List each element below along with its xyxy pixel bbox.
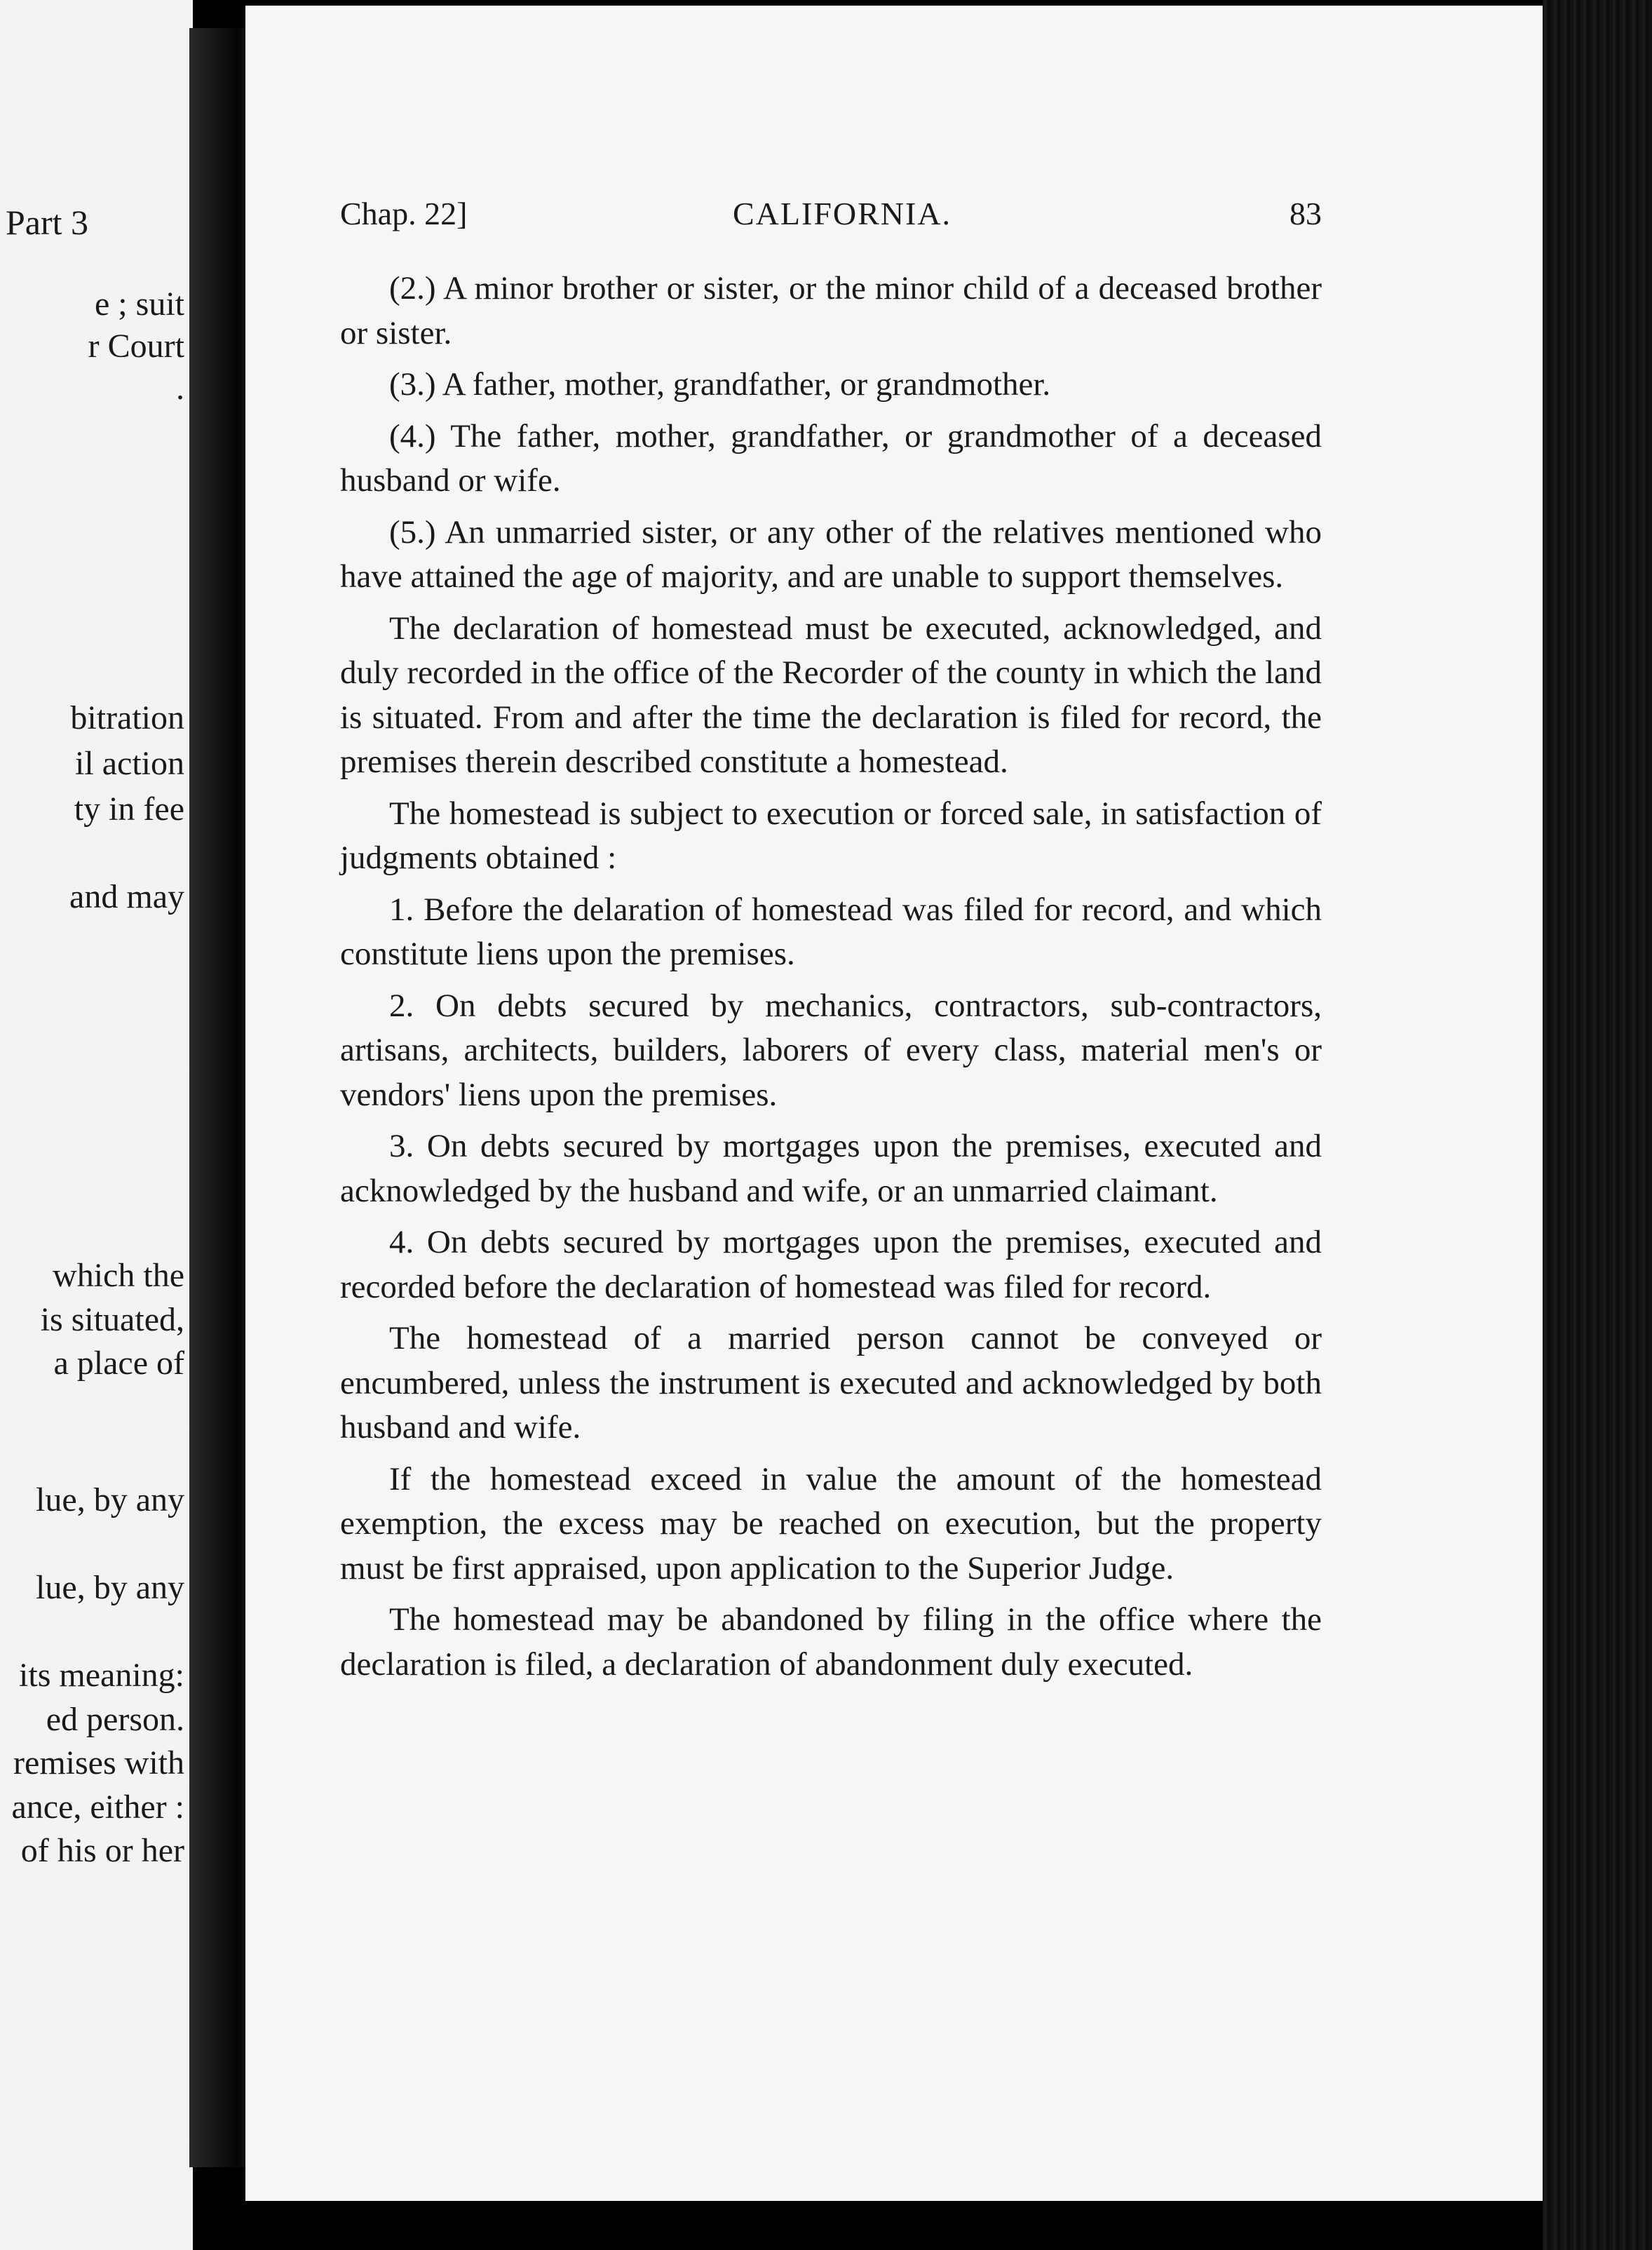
paragraph: 2. On debts secured by mechanics, contractors, sub-contractors, artisans, architects, builders, laborers of every class, material men's or vendors' liens upon the premises. (340, 987, 1322, 1113)
paragraph: 1. Before the delaration of homestead was filed for record, and which constitute liens upon the premises. (340, 891, 1322, 972)
paragraph: (3.) A father, mother, grandfather, or grandmother. (389, 366, 1051, 403)
facing-page-running-head: Part 3 (6, 203, 89, 242)
chapter-label: Chap. 22] (340, 196, 468, 231)
facing-page-fragment: . (176, 370, 184, 407)
paragraph: If the homestead exceed in value the amount of the homestead exemption, the excess may be reached on execution, but the property must be first appraised, upon application to the Superior Judge. (340, 1460, 1322, 1587)
paragraph: (2.) A minor brother or sister, or the minor child of a deceased brother or sister. (340, 270, 1322, 351)
facing-page-fragment: ty in fee (74, 790, 184, 828)
paragraph: (4.) The father, mother, grandfather, or grandmother of a deceased husband or wife. (340, 417, 1322, 499)
facing-page-fragment: which the (53, 1257, 184, 1294)
facing-page-fragment: is situated, (40, 1301, 184, 1338)
facing-page-fragment: ed person. (46, 1701, 184, 1738)
facing-page-fragment: lue, by any (36, 1569, 184, 1606)
paragraph: (5.) An unmarried sister, or any other of the relatives mentioned who have attained the age of majority, and are unable to support themselves. (340, 513, 1322, 595)
paragraph: The homestead is subject to execution or forced sale, in satisfaction of judgments obtained : (340, 795, 1322, 876)
paragraph: The homestead may be abandoned by filing in the office where the declaration is filed, a declaration of abandonment duly executed. (340, 1601, 1322, 1683)
page-number: 83 (1289, 196, 1322, 231)
facing-page (0, 0, 193, 2250)
facing-page-fragment: and may (69, 878, 184, 915)
body-text (340, 267, 1322, 1694)
facing-page-fragment: lue, by any (36, 1481, 184, 1518)
facing-page-fragment: e ; suit (95, 285, 184, 323)
paragraph: 4. On debts secured by mortgages upon the premises, executed and recorded before the declaration of homestead was filed for record. (340, 1224, 1322, 1305)
facing-page-fragment: its meaning: (19, 1657, 184, 1694)
facing-page-fragment: r Court (88, 328, 184, 365)
facing-page-fragment: il action (75, 745, 184, 782)
facing-page-fragment: bitration (70, 699, 184, 736)
running-header (340, 195, 1322, 237)
page-edge-shadow (1543, 0, 1652, 2250)
page-title: CALIFORNIA. (733, 196, 952, 231)
paragraph: The declaration of homestead must be executed, acknowledged, and duly recorded in the office of the Recorder of the county in which the land is situated. From and after the time the declaration is filed for record, the premises therein described constitute a homestead. (340, 609, 1322, 780)
facing-page-fragment: a place of (53, 1345, 184, 1382)
paragraph: 3. On debts secured by mortgages upon the premises, executed and acknowledged by the husband and wife, or an unmarried claimant. (340, 1128, 1322, 1209)
facing-page-fragment: remises with (13, 1744, 184, 1781)
facing-page-fragment: of his or her (20, 1832, 184, 1869)
facing-page-fragment: ance, either : (11, 1788, 184, 1826)
paragraph: The homestead of a married person cannot be conveyed or encumbered, unless the instrument is executed and acknowledged by both husband and wife. (340, 1320, 1322, 1446)
